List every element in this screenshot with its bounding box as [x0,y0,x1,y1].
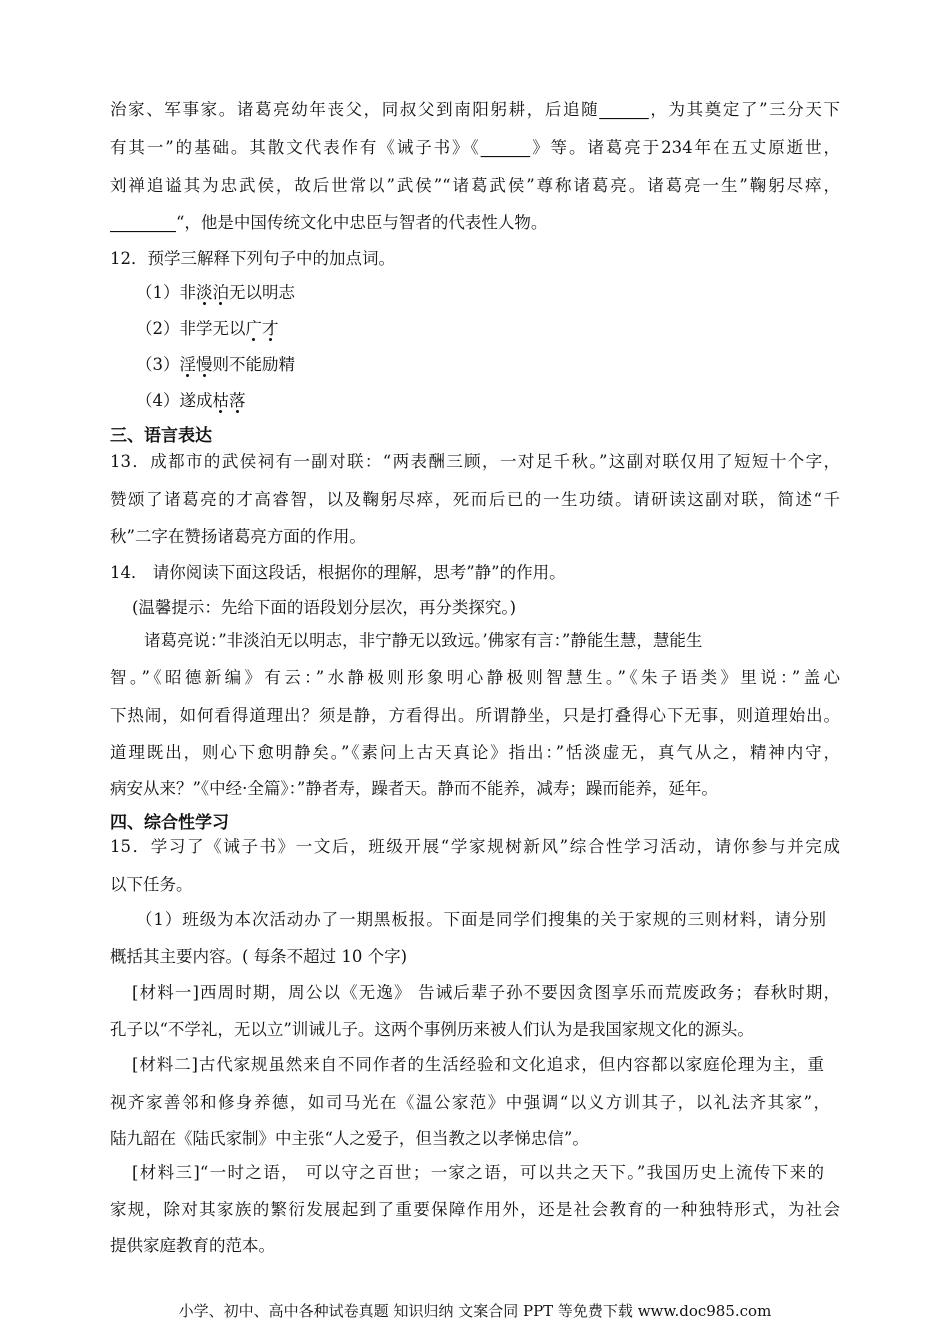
material-1-line-1: [材料一]西周时期，周公以《无逸》 告诫后辈子孙不要因贪图享乐而荒废政务；春秋时期， [132,983,840,1002]
answer-blank[interactable]: ______ [599,100,649,119]
question-12-item-3: （3）淫慢则不能励精 [136,355,295,374]
question-14-passage-5: 病安从来？”《中经·全篇》：”静者寿，躁者天。静而不能养，减寿；躁而能养，延年。 [110,779,718,798]
dotted-char: 落 [229,391,246,410]
question-13-line-2: 赞颂了诸葛亮的才高睿智，以及鞠躬尽瘁，死而后已的一生功绩。请研读这副对联，简述“千 [110,490,840,509]
intro-line-3: 刘禅追谥其为忠武侯，故后世常以”武侯”“诸葛武侯”尊称诸葛亮。诸葛亮一生”鞠躬尽瘁， [110,176,840,195]
material-3-line-3: 提供家庭教育的范本。 [110,1236,275,1255]
question-12-item-2: （2）非学无以广才 [136,319,279,338]
intro-line-2: 有其一”的基础。其散文代表作有《诫子书》《______》等。诸葛亮于234年在五丈原逝世， [110,138,840,157]
material-3-line-2: 家规，除对其家族的繁衍发展起到了重要保障作用外，还是社会教育的一种独特形式，为社会 [110,1200,840,1219]
question-12-item-4: （4）遂成枯落 [136,391,246,410]
question-15-line-2: 以下任务。 [110,875,193,894]
material-2-line-3: 陆九韶在《陆氏家制》中主张“人之爱子，但当教之以孝悌忠信”。 [110,1129,589,1148]
answer-blank[interactable]: ________ [110,213,176,232]
question-14-passage-3: 下热闹，如何看得道理出？须是静，方看得出。所谓静坐，只是打叠得心下无事，则道理始出。 [110,706,840,725]
material-2-line-2: 视齐家善邻和修身养德，如司马光在《温公家范》中强调“以义方训其子，以礼法齐其家”， [110,1093,830,1112]
dotted-char: 才 [262,319,279,338]
question-13-line-1: 13．成都市的武侯祠有一副对联：“两表酬三顾，一对足千秋。”这副对联仅用了短短十个字， [110,452,840,471]
dotted-char: 淫 [179,355,196,374]
dotted-char: 慢 [196,355,213,374]
question-13-line-3: 秋”二字在赞扬诸葛亮方面的作用。 [110,527,366,546]
question-15-sub-1a: （1）班级为本次活动办了一期黑板报。下面是同学们搜集的关于家规的三则材料，请分别 [136,910,826,929]
section-heading-comprehensive: 四、综合性学习 [110,813,229,833]
question-12-item-1: （1）非淡泊无以明志 [136,283,295,302]
question-14-passage-2: 智。”《昭德新编》有云：”水静极则形象明心静极则智慧生。”《朱子语类》里说：”盖心 [110,668,840,687]
material-2-line-1: [材料二]古代家规虽然来自不同作者的生活经验和文化追求，但内容都以家庭伦理为主，重 [132,1055,824,1074]
question-14-stem: 14． 请你阅读下面这段话，根据你的理解，思考”静”的作用。 [110,563,566,582]
intro-line-4: ________“，他是中国传统文化中忠臣与智者的代表性人物。 [110,213,548,232]
material-1-line-2: 孔子以“不学礼，无以立”训诫儿子。这两个事例历来被人们认为是我国家规文化的源头。 [110,1020,754,1039]
dotted-char: 广 [245,319,262,338]
footer-text: 小学、初中、高中各种试卷真题 知识归纳 文案合同 PPT 等免费下载 www.doc985.com [178,1302,772,1320]
intro-line-1: 治家、军事家。诸葛亮幼年丧父，同叔父到南阳躬耕，后追随______，为其奠定了”三分天下 [110,100,840,119]
question-14-hint: (温馨提示：先给下面的语段划分层次，再分类探究。) [132,598,517,617]
dotted-char: 淡 [196,283,213,302]
section-heading-language: 三、语言表达 [110,426,212,446]
dotted-char: 泊 [212,283,229,302]
question-14-passage-1: 诸葛亮说：”非淡泊无以明志，非宁静无以致远。’佛家有言：”静能生慧，慧能生 [144,631,703,650]
material-3-line-1: [材料三]“一时之语， 可以守之百世；一家之语，可以共之天下。”我国历史上流传下来的 [132,1163,824,1182]
question-14-passage-4: 道理既出，则心下愈明静矣。”《素问上古天真论》指出：”恬淡虚无，真气从之，精神内守， [110,743,840,762]
question-15-sub-1b: 概括其主要内容。( 每条不超过 10 个字) [110,947,408,966]
answer-blank[interactable]: ______ [480,138,531,157]
dotted-char: 枯 [212,391,229,410]
question-15-line-1: 15．学习了《诫子书》一文后，班级开展“学家规树新风”综合性学习活动，请你参与并完成 [110,837,840,856]
question-12-stem: 12．预学三解释下列句子中的加点词。 [110,249,395,268]
